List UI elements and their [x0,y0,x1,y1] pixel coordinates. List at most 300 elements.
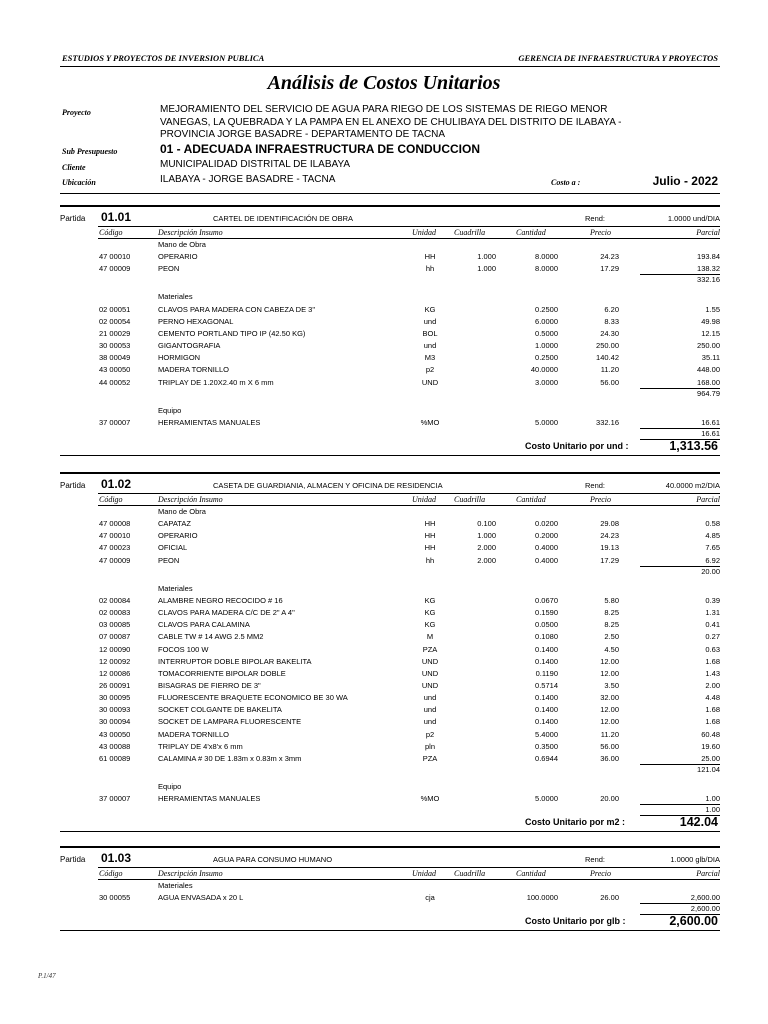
item-description: OFICIAL [158,543,188,553]
item-code: 30 00094 [99,717,131,727]
item-cuadrilla: 1.000 [477,264,496,274]
item-precio: 250.00 [596,341,619,351]
item-cuadrilla: 1.000 [477,252,496,262]
item-code: 12 00086 [99,668,131,678]
item-cantidad: 100.0000 [526,893,558,903]
col-precio: Precio [590,869,612,878]
table-row [60,716,720,728]
partida-code: 01.01 [101,210,132,224]
partida-bottom-rule [60,831,720,832]
item-code: 26 00091 [99,680,131,690]
item-parcial: 1.43 [705,668,720,678]
page-number: P.1/47 [38,972,56,980]
item-description: INTERRUPTOR DOBLE BIPOLAR BAKELITA [158,656,312,666]
item-cantidad: 0.1400 [535,717,558,727]
costo-unitario-label: Costo Unitario por m2 : [525,817,626,828]
item-description: AGUA ENVASADA x 20 L [158,893,244,903]
item-precio: 12.00 [600,668,619,678]
col-descripcion: Descripción Insumo [158,228,223,237]
group-title: Mano de Obra [158,507,206,516]
costo-a-value: Julio - 2022 [652,174,718,188]
item-code: 21 00029 [99,328,131,338]
group-subtotal: 2,600.00 [690,904,720,914]
header-right: GERENCIA DE INFRAESTRUCTURA Y PROYECTOS [518,53,718,63]
item-precio: 5.80 [604,595,619,605]
item-precio: 2.50 [604,632,619,642]
partida-label: Partida [60,481,86,490]
item-code: 12 00090 [99,644,131,654]
item-unit: UND [421,668,439,678]
item-parcial: 4.48 [705,693,720,703]
item-description: BISAGRAS DE FIERRO DE 3" [158,680,261,690]
table-row [60,542,720,554]
col-parcial: Parcial [696,495,720,504]
table-row [60,668,720,680]
table-row [60,607,720,619]
costo-unitario-label: Costo Unitario por und : [525,440,629,451]
item-code: 38 00049 [99,353,131,363]
item-parcial: 0.63 [705,644,720,654]
item-description: CEMENTO PORTLAND TIPO IP (42.50 KG) [158,328,306,338]
item-code: 61 00089 [99,753,131,763]
item-unit: M [426,632,434,642]
col-precio: Precio [590,228,612,237]
table-row [60,304,720,316]
col-cuadrilla: Cuadrilla [454,495,486,504]
item-description: HERRAMIENTAS MANUALES [158,417,261,427]
group-title: Mano de Obra [158,240,206,249]
item-precio: 20.00 [600,794,619,804]
item-cantidad: 5.0000 [535,794,558,804]
item-description: CLAVOS PARA CALAMINA [158,620,250,630]
partida-label: Partida [60,214,86,223]
item-cantidad: 0.2500 [535,353,558,363]
item-code: 30 00055 [99,893,131,903]
item-precio: 56.00 [600,741,619,751]
item-cantidad: 0.4000 [535,543,558,553]
partida-top-rule [60,205,720,207]
partida-header-rule [98,226,720,227]
table-row [60,680,720,692]
item-unit: und [423,717,437,727]
item-description: HERRAMIENTAS MANUALES [158,794,261,804]
costo-unitario-value: 1,313.56 [669,438,718,453]
item-cantidad: 0.6944 [535,753,558,763]
item-cantidad: 0.5000 [535,328,558,338]
table-row [60,741,720,753]
item-parcial: 60.48 [701,729,720,739]
item-cantidad: 0.5714 [535,680,558,690]
header-rule [60,66,720,67]
item-precio: 3.50 [604,680,619,690]
item-unit: UND [421,377,439,387]
col-unidad: Unidad [412,495,436,504]
item-unit: HH [424,531,436,541]
item-unit: pln [424,741,435,751]
group-subtotal: 16.61 [701,428,720,438]
item-cantidad: 5.0000 [535,417,558,427]
item-parcial: 1.68 [705,717,720,727]
item-cantidad: 0.1400 [535,705,558,715]
table-row [60,631,720,643]
item-parcial: 6.92 [705,555,720,565]
table-row [60,704,720,716]
item-unit: BOL [422,328,438,338]
item-precio: 11.20 [600,729,619,739]
item-cuadrilla: 2.000 [477,543,496,553]
table-row [60,328,720,340]
item-unit: und [423,693,437,703]
item-description: MADERA TORNILLO [158,729,229,739]
item-code: 07 00087 [99,632,131,642]
item-code: 47 00008 [99,519,131,529]
item-cuadrilla: 0.100 [477,519,496,529]
rend-value: 1.0000 und/DIA [667,214,720,223]
table-row [60,340,720,352]
col-cantidad: Cantidad [516,495,546,504]
item-precio: 8.25 [604,620,619,630]
col-codigo: Código [99,228,123,237]
item-parcial: 448.00 [697,365,720,375]
item-code: 30 00053 [99,341,131,351]
table-row [60,729,720,741]
item-description: PEON [158,264,180,274]
table-row [60,316,720,328]
col-codigo: Código [99,869,123,878]
table-row [60,753,720,765]
item-parcial: 250.00 [697,341,720,351]
group-subtotal: 1.00 [705,805,720,815]
item-precio: 11.20 [600,365,619,375]
costo-unitario-value: 142.04 [679,815,718,830]
item-unit: KG [424,595,436,605]
item-unit: und [423,316,437,326]
partida-name: CASETA DE GUARDIANIA, ALMACEN Y OFICINA DE RESIDENCIA [213,481,443,490]
item-description: CABLE TW # 14 AWG 2.5 MM2 [158,632,264,642]
item-unit: und [423,705,437,715]
item-unit: KG [424,304,436,314]
item-unit: UND [421,656,439,666]
col-precio: Precio [590,495,612,504]
item-cantidad: 3.0000 [535,377,558,387]
header-left: ESTUDIOS Y PROYECTOS DE INVERSION PUBLICA [62,53,265,63]
proyecto-label: Proyecto [62,108,91,117]
item-precio: 12.00 [600,705,619,715]
page-title: Análisis de Costos Unitarios [267,72,501,94]
item-precio: 17.29 [600,555,619,565]
group-subtotal: 332.16 [697,275,720,285]
item-cantidad: 6.0000 [535,316,558,326]
item-code: 47 00010 [99,531,131,541]
group-title: Equipo [158,782,182,791]
item-precio: 24.23 [600,252,619,262]
item-precio: 12.00 [600,656,619,666]
partida-name: AGUA PARA CONSUMO HUMANO [213,855,333,864]
item-unit: M3 [424,353,436,363]
item-code: 37 00007 [99,417,131,427]
item-unit: hh [425,555,435,565]
item-parcial: 138.32 [697,264,720,274]
cliente-value: MUNICIPALIDAD DISTRITAL DE ILABAYA [160,159,351,170]
item-cantidad: 0.1400 [535,656,558,666]
partida-top-rule [60,846,720,848]
item-cantidad: 0.1590 [535,608,558,618]
item-unit: %MO [420,794,440,804]
rend-label: Rend: [585,481,606,490]
item-parcial: 193.84 [697,252,720,262]
item-code: 47 00023 [99,543,131,553]
table-row [60,793,720,805]
partida-header-rule [98,493,720,494]
table-row [60,364,720,376]
group-title: Materiales [158,583,193,593]
item-description: CAPATAZ [158,519,191,529]
item-parcial: 1.68 [705,705,720,715]
item-precio: 4.50 [604,644,619,654]
item-parcial: 12.15 [701,328,720,338]
item-parcial: 0.39 [705,595,720,605]
item-cantidad: 0.1190 [535,668,558,678]
item-description: TOMACORRIENTE BIPOLAR DOBLE [158,668,286,678]
item-precio: 29.08 [600,519,619,529]
group-title: Equipo [158,405,182,415]
item-code: 02 00054 [99,316,131,326]
item-cantidad: 5.4000 [535,729,558,739]
col-cantidad: Cantidad [516,228,546,237]
col-cuadrilla: Cuadrilla [454,228,486,237]
costo-unitario-label: Costo Unitario por glb : [525,916,626,927]
item-code: 02 00084 [99,595,131,605]
table-row [60,352,720,364]
item-description: TRIPLAY DE 4'x8'x 6 mm [158,741,243,751]
partida-code: 01.02 [101,477,132,491]
col-descripcion: Descripción Insumo [158,869,223,878]
table-row [60,377,720,389]
item-code: 43 00088 [99,741,131,751]
sub-presupuesto-value: 01 - ADECUADA INFRAESTRUCTURA DE CONDUCCION [160,142,481,156]
item-parcial: 0.27 [705,632,720,642]
item-precio: 19.13 [600,543,619,553]
item-cantidad: 0.3500 [535,741,558,751]
item-unit: cja [425,893,435,903]
sub-presupuesto-label: Sub Presupuesto [62,147,118,156]
col-unidad: Unidad [412,228,436,237]
col-cantidad: Cantidad [516,869,546,878]
item-description: PERNO HEXAGONAL [158,316,234,326]
item-code: 43 00050 [99,365,131,375]
item-code: 12 00092 [99,656,131,666]
item-parcial: 16.61 [701,417,720,427]
item-code: 02 00051 [99,304,131,314]
item-code: 47 00009 [99,264,131,274]
rend-label: Rend: [585,214,606,223]
rend-value: 40.0000 m2/DIA [665,481,720,490]
item-parcial: 49.98 [701,316,720,326]
table-row [60,518,720,530]
table-row [60,644,720,656]
item-precio: 32.00 [600,693,619,703]
table-row [60,656,720,668]
partida-header-rule [98,867,720,868]
item-description: CALAMINA # 30 DE 1.83m x 0.83m x 3mm [158,753,302,763]
item-description: MADERA TORNILLO [158,365,229,375]
item-description: SOCKET COLGANTE DE BAKELITA [158,705,282,715]
item-cantidad: 8.0000 [535,252,558,262]
item-parcial: 4.85 [705,531,720,541]
item-unit: KG [424,620,436,630]
item-unit: p2 [425,729,435,739]
item-parcial: 19.60 [701,741,720,751]
item-precio: 332.16 [596,417,619,427]
table-row [60,892,720,904]
partida-bottom-rule [60,930,720,931]
item-description: TRIPLAY DE 1.20X2.40 m X 6 mm [158,377,274,387]
item-description: FOCOS 100 W [158,644,209,654]
item-cantidad: 0.0200 [535,519,558,529]
item-parcial: 2.00 [705,680,720,690]
item-precio: 56.00 [600,377,619,387]
table-row [60,619,720,631]
partida-top-rule [60,472,720,474]
item-precio: 24.23 [600,531,619,541]
item-code: 02 00083 [99,608,131,618]
item-parcial: 1.55 [705,304,720,314]
col-codigo: Código [99,495,123,504]
item-cantidad: 0.1400 [535,644,558,654]
info-rule [60,193,720,194]
item-unit: und [423,341,437,351]
item-unit: PZA [422,753,438,763]
column-header-rule [98,238,720,239]
item-parcial: 2,600.00 [690,893,720,903]
item-parcial: 1.68 [705,656,720,666]
item-precio: 6.20 [604,304,619,314]
item-unit: HH [424,519,436,529]
item-precio: 8.33 [604,316,619,326]
rend-label: Rend: [585,855,606,864]
item-precio: 36.00 [600,753,619,763]
ubicacion-label: Ubicación [62,178,96,187]
item-description: PEON [158,555,180,565]
item-parcial: 35.11 [701,353,720,363]
item-description: CLAVOS PARA MADERA CON CABEZA DE 3" [158,304,316,314]
item-precio: 24.30 [600,328,619,338]
costo-a-label: Costo a : [551,178,581,187]
item-cantidad: 0.0500 [535,620,558,630]
item-description: OPERARIO [158,531,198,541]
item-code: 47 00009 [99,555,131,565]
item-precio: 12.00 [600,717,619,727]
col-cuadrilla: Cuadrilla [454,869,486,878]
item-unit: HH [424,543,436,553]
rend-value: 1.0000 glb/DIA [670,855,720,864]
item-code: 30 00093 [99,705,131,715]
item-description: OPERARIO [158,252,198,262]
col-parcial: Parcial [696,228,720,237]
column-header-rule [98,879,720,880]
item-parcial: 1.00 [705,794,720,804]
group-title: Materiales [158,881,193,890]
item-precio: 140.42 [596,353,619,363]
col-descripcion: Descripción Insumo [158,495,223,504]
table-row [60,251,720,263]
item-parcial: 25.00 [701,753,720,763]
item-precio: 26.00 [600,893,619,903]
item-cantidad: 0.1400 [535,693,558,703]
item-code: 30 00095 [99,693,131,703]
item-code: 37 00007 [99,794,131,804]
item-cantidad: 40.0000 [530,365,558,375]
partida-bottom-rule [60,455,720,456]
item-cantidad: 8.0000 [535,264,558,274]
group-subtotal: 121.04 [697,765,720,774]
table-row [60,555,720,567]
ubicacion-value: ILABAYA - JORGE BASADRE - TACNA [160,174,336,185]
item-cantidad: 0.1080 [535,632,558,642]
item-unit: UND [421,680,439,690]
item-precio: 17.29 [600,264,619,274]
partida-label: Partida [60,855,86,864]
item-description: HORMIGON [158,353,201,363]
item-parcial: 1.31 [705,608,720,618]
item-unit: PZA [422,644,438,654]
col-unidad: Unidad [412,869,436,878]
table-row [60,263,720,275]
item-code: 43 00050 [99,729,131,739]
group-subtotal: 20.00 [701,566,720,576]
item-description: FLUORESCENTE BRAQUETE ECONOMICO BE 30 WA [158,693,348,703]
partida-code: 01.03 [101,851,132,865]
table-row [60,595,720,607]
item-cantidad: 0.2000 [535,531,558,541]
item-code: 47 00010 [99,252,131,262]
item-description: ALAMBRE NEGRO RECOCIDO # 16 [158,595,283,605]
item-code: 03 00085 [99,620,131,630]
item-cantidad: 1.0000 [535,341,558,351]
item-cuadrilla: 1.000 [477,531,496,541]
group-title: Materiales [158,292,193,302]
item-precio: 8.25 [604,608,619,618]
item-cuadrilla: 2.000 [477,555,496,565]
item-code: 44 00052 [99,377,131,387]
item-description: GIGANTOGRAFIA [158,341,221,351]
table-row [60,692,720,704]
item-unit: KG [424,608,436,618]
col-parcial: Parcial [696,869,720,878]
item-unit: hh [425,264,435,274]
proyecto-value: MEJORAMIENTO DEL SERVICIO DE AGUA PARA RIEGO DE LOS SISTEMAS DE RIEGO MENOR VANEGAS, LA QUEBRADA Y LA PAMPA EN EL ANEXO DE CHULIBAYA DEL DISTRITO DE ILABAYA - PROVINCIA JORGE BASADRE - DEPARTAMENTO DE TACNA [160,104,622,140]
item-cantidad: 0.0670 [535,595,558,605]
cliente-label: Cliente [62,163,86,172]
item-parcial: 0.58 [705,519,720,529]
item-cantidad: 0.4000 [535,555,558,565]
table-row [60,417,720,429]
item-unit: %MO [420,417,440,427]
group-subtotal: 964.79 [697,388,720,398]
item-cantidad: 0.2500 [535,304,558,314]
item-parcial: 168.00 [697,377,720,387]
table-row [60,530,720,542]
item-unit: p2 [425,365,435,375]
item-description: SOCKET DE LAMPARA FLUORESCENTE [158,717,302,727]
costo-unitario-value: 2,600.00 [669,914,718,929]
item-description: CLAVOS PARA MADERA C/C DE 2" A 4" [158,608,295,618]
item-unit: HH [424,252,436,262]
column-header-rule [98,505,720,506]
item-parcial: 0.41 [705,620,720,630]
item-parcial: 7.65 [705,543,720,553]
partida-name: CARTEL DE IDENTIFICACIÓN DE OBRA [213,214,354,223]
